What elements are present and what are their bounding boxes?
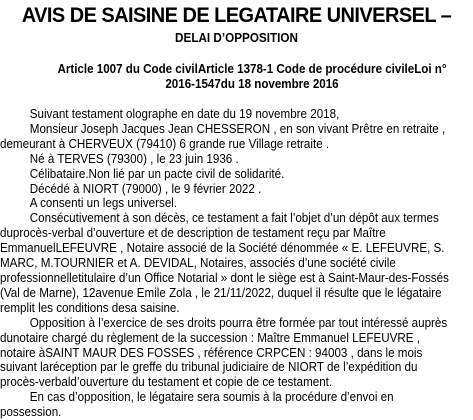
body-line: Décédé à NIORT (79000) , le 9 février 2022 . [29, 181, 262, 196]
article-line: 2016-1547du 18 novembre 2016 [165, 76, 339, 91]
body-line: Monsieur Joseph Jacques Jean CHESSERON , en son vivant Prêtre en retraite , [29, 121, 446, 136]
body-line: (Val de Marne), 12avenue Emile Zola , le 21/11/2022, duquel il résulte que le légataire [0, 285, 442, 300]
notice-body [0, 107, 473, 420]
article-line: Article 1007 du Code civilArticle 1378-1 Code de procédure civileLoi n° [57, 62, 447, 76]
body-line: dunotaire chargé du règlement de la succession : Maître Emmanuel LEFEUVRE , [0, 330, 421, 345]
body-line: notaire àSAINT MAUR DES FOSSES , référence CRPCEN : 94003 , dans le mois [0, 345, 423, 360]
body-line: suivant laréception par le greffe du tribunal judiciaire de NIORT de l’expédition du [0, 360, 418, 375]
body-line: Consécutivement à son décès, ce testament a fait l’objet d’un dépôt aux termes [29, 211, 439, 226]
body-line: En cas d’opposition, le légataire sera soumis à la procédure d’envoi en [29, 390, 394, 405]
body-line: EmmanuelLEFEUVRE , Notaire associé de la Société dénommée « E. LEFEUVRE, S. [0, 241, 445, 256]
body-line: Opposition à l’exercice de ses droits pourra être formée par tout intéressé auprès [29, 315, 448, 330]
body-line: demeurant à CHERVEUX (79410) 6 grande rue Village retraite . [0, 136, 330, 151]
body-line: Né à TERVES (79300) , le 23 juin 1936 . [29, 151, 239, 166]
notice-title: AVIS DE SAISINE DE LEGATAIRE UNIVERSEL – [21, 3, 452, 27]
body-line: procès-verbald’ouverture du testament et copie de ce testament. [0, 375, 333, 390]
body-line: Suivant testament olographe en date du 19 novembre 2018, [29, 107, 340, 121]
body-line: professionnelletitulaire d’un Office Notarial » dont le siège est à Saint-Maur-des-Fossés [0, 270, 449, 285]
body-line: Célibataire.Non lié par un pacte civil de solidarité. [29, 166, 285, 181]
body-line: possession. [0, 405, 62, 420]
body-line: MARC, M.TOURNIER et A. DEVIDAL, Notaires, associés d’une société civile [0, 256, 396, 271]
body-line: A consenti un legs universel. [29, 196, 178, 211]
notice-subtitle: DELAI D’OPPOSITION [175, 30, 298, 45]
article-reference [32, 62, 472, 91]
body-line: duprocès-verbal d’ouverture et de description de testament reçu par Maître [0, 226, 386, 241]
body-line: remplit les conditions desa saisine. [0, 300, 180, 315]
